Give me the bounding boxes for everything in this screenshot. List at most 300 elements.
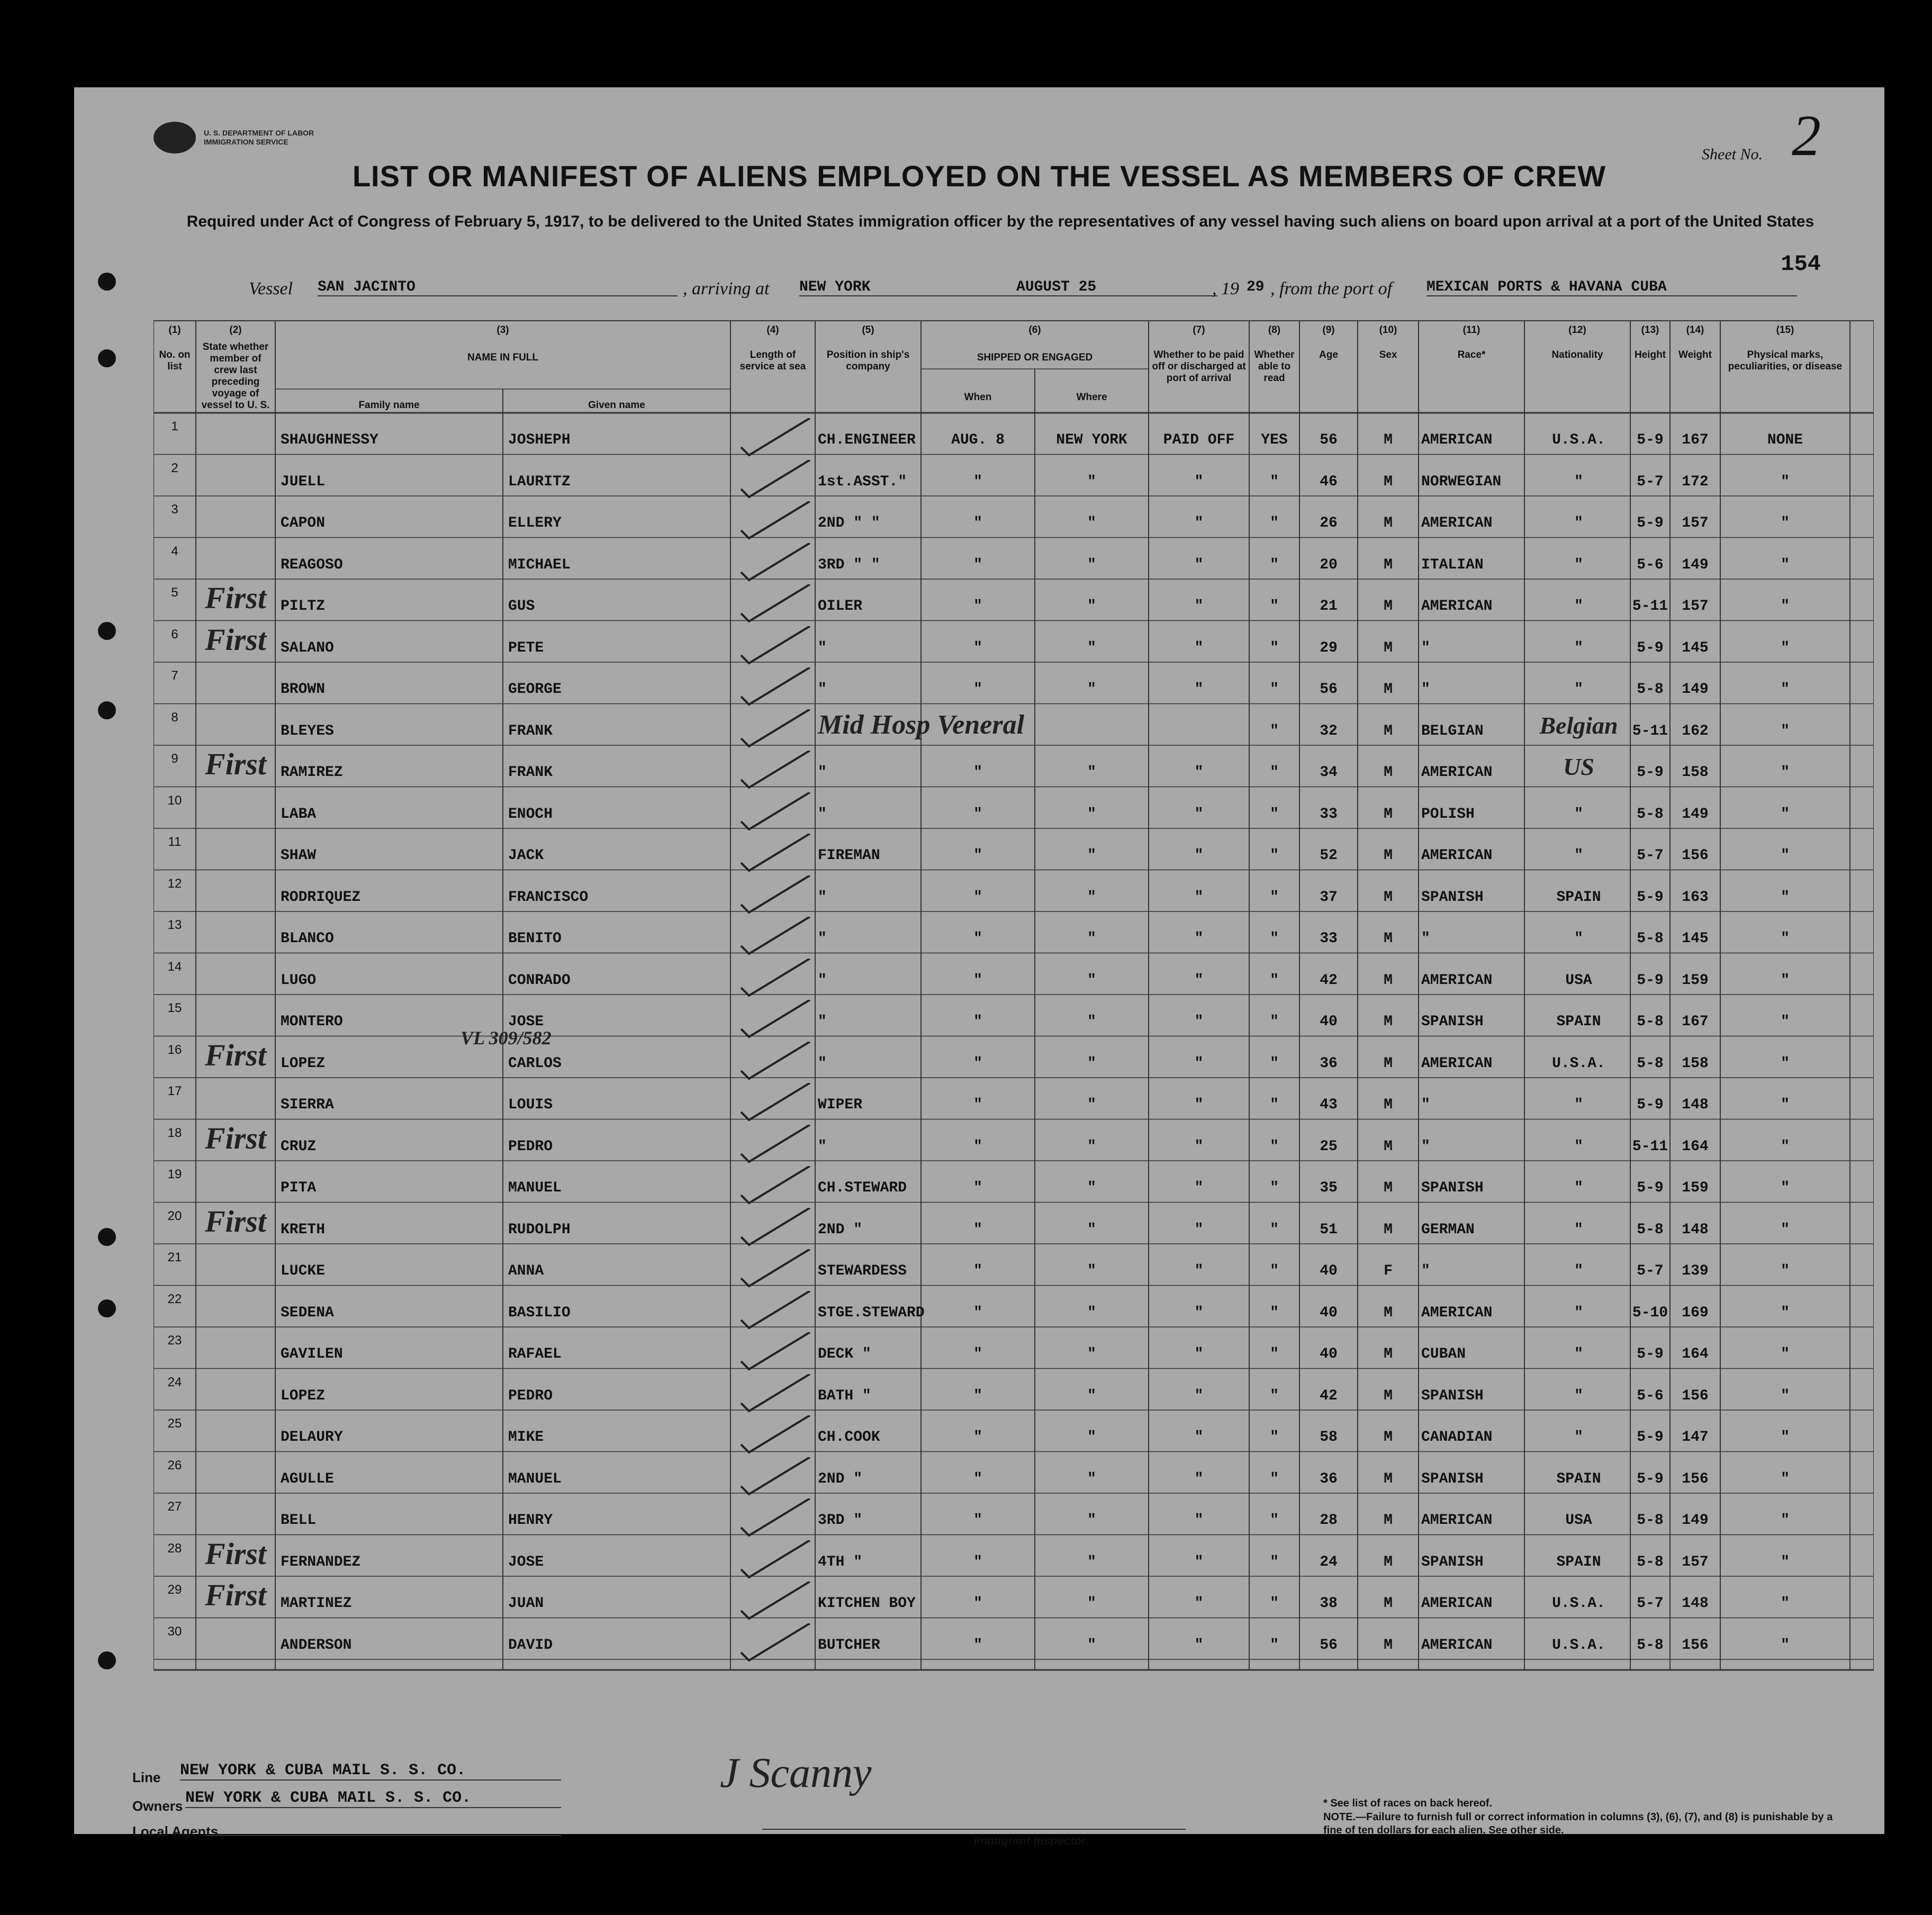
table-row bbox=[154, 1452, 1874, 1494]
cell-weight: 145 bbox=[1682, 639, 1709, 656]
cell-sex: M bbox=[1384, 889, 1393, 906]
cell-when: " bbox=[973, 515, 982, 531]
cell-position: " bbox=[818, 639, 827, 656]
page-subtitle: Required under Act of Congress of February 5, 1917, to be delivered to the United States immigration officer by the representatives of any vessel having such aliens on board upon arrival at a port of the United States bbox=[186, 213, 1814, 230]
cell-position: " bbox=[818, 972, 827, 989]
cell-position: CH.COOK bbox=[818, 1429, 880, 1446]
cell-sex: M bbox=[1384, 1221, 1393, 1238]
cell-read: " bbox=[1270, 1595, 1279, 1612]
cell-prior: First bbox=[204, 1037, 267, 1072]
cell-race: SPANISH bbox=[1421, 889, 1484, 906]
cell-nat: U.S.A. bbox=[1552, 432, 1605, 448]
cell-nat: Belgian bbox=[1539, 711, 1618, 739]
cell-family: PITA bbox=[281, 1180, 317, 1196]
cell-sex: M bbox=[1384, 722, 1393, 739]
cell-marks: " bbox=[1781, 1304, 1790, 1321]
cell-sex: M bbox=[1384, 931, 1393, 947]
cell-where: " bbox=[1087, 1180, 1096, 1196]
cell-paid: " bbox=[1194, 1553, 1204, 1570]
cell-family: FERNANDEZ bbox=[281, 1553, 361, 1570]
cell-paid: " bbox=[1194, 1387, 1204, 1404]
cell-given: PEDRO bbox=[508, 1387, 553, 1404]
cell-family: ANDERSON bbox=[281, 1637, 352, 1654]
cell-where: " bbox=[1087, 1346, 1096, 1362]
cell-paid: " bbox=[1194, 972, 1204, 989]
cell-race: ITALIAN bbox=[1421, 556, 1484, 573]
cell-read: " bbox=[1270, 889, 1279, 906]
cell-when: " bbox=[973, 1014, 982, 1030]
cell-race: AMERICAN bbox=[1421, 1512, 1493, 1529]
cell-given: BENITO bbox=[508, 931, 562, 947]
cell-given: PEDRO bbox=[508, 1138, 553, 1155]
cell-marks: " bbox=[1781, 1014, 1790, 1030]
cell-age: 33 bbox=[1320, 931, 1338, 947]
column-number: (8) bbox=[1268, 324, 1281, 336]
cell-family: KRETH bbox=[281, 1221, 326, 1238]
cell-race: SPANISH bbox=[1421, 1180, 1484, 1196]
cell-read: " bbox=[1270, 1387, 1279, 1404]
column-header-c7: Whether to be paid off or discharged at port of arrival bbox=[1152, 349, 1246, 384]
column-header-c14: Weight bbox=[1678, 349, 1712, 360]
from-port: MEXICAN PORTS & HAVANA CUBA bbox=[1427, 279, 1797, 296]
cell-read: YES bbox=[1261, 432, 1288, 448]
cell-paid: " bbox=[1194, 598, 1204, 615]
cell-nat: " bbox=[1574, 1263, 1583, 1279]
cell-nat: SPAIN bbox=[1556, 889, 1601, 906]
cell-family: LOPEZ bbox=[281, 1055, 326, 1072]
cell-position: " bbox=[818, 1014, 827, 1030]
table-row bbox=[154, 1327, 1874, 1369]
cell-prior: First bbox=[204, 581, 267, 615]
page-title: LIST OR MANIFEST OF ALIENS EMPLOYED ON THE VESSEL AS MEMBERS OF CREW bbox=[352, 159, 1606, 193]
cell-when: " bbox=[973, 1512, 982, 1529]
cell-family: GAVILEN bbox=[281, 1346, 343, 1362]
cell-where: " bbox=[1087, 972, 1096, 989]
cell-age: 26 bbox=[1320, 515, 1338, 531]
binder-hole-icon bbox=[98, 1228, 116, 1246]
cell-marks: " bbox=[1781, 1387, 1790, 1404]
cell-where: " bbox=[1087, 1553, 1096, 1570]
cell-marks: " bbox=[1781, 1637, 1790, 1654]
cell-family: BLEYES bbox=[281, 722, 334, 739]
cell-read: " bbox=[1270, 473, 1279, 490]
column-header-c6: SHIPPED OR ENGAGED bbox=[977, 352, 1093, 363]
cell-position: " bbox=[818, 1138, 827, 1155]
cell-marks: " bbox=[1781, 722, 1790, 739]
cell-read: " bbox=[1270, 764, 1279, 781]
cell-no: 21 bbox=[167, 1250, 182, 1264]
cell-where: " bbox=[1087, 1014, 1096, 1030]
cell-weight: 145 bbox=[1682, 931, 1709, 947]
column-number: (12) bbox=[1568, 324, 1586, 336]
cell-family: BROWN bbox=[281, 681, 326, 698]
cell-marks: " bbox=[1781, 1595, 1790, 1612]
cell-no: 8 bbox=[171, 710, 178, 725]
cell-where: NEW YORK bbox=[1056, 432, 1127, 448]
cell-paid: " bbox=[1194, 556, 1204, 573]
cell-position: 2ND " bbox=[818, 1470, 863, 1487]
cell-where: " bbox=[1087, 1304, 1096, 1321]
cell-marks: " bbox=[1781, 764, 1790, 781]
line-value: NEW YORK & CUBA MAIL S. S. CO. bbox=[180, 1762, 561, 1781]
cell-where: " bbox=[1087, 764, 1096, 781]
cell-weight: 157 bbox=[1682, 515, 1709, 531]
table-row bbox=[154, 1535, 1874, 1577]
cell-where: " bbox=[1087, 556, 1096, 573]
cell-height: 5-9 bbox=[1637, 515, 1664, 531]
cell-read: " bbox=[1270, 1346, 1279, 1362]
cell-given: FRANK bbox=[508, 722, 553, 739]
cell-prior: First bbox=[204, 622, 267, 657]
cell-paid: " bbox=[1194, 1014, 1204, 1030]
table-row bbox=[154, 1618, 1874, 1660]
cell-paid: " bbox=[1194, 1512, 1204, 1529]
table-row bbox=[154, 1078, 1874, 1119]
cell-sex: M bbox=[1384, 1512, 1393, 1529]
column-header-c2: State whether member of crew last preceding voyage of vessel to U. S. bbox=[201, 341, 270, 411]
cell-race: " bbox=[1421, 681, 1430, 698]
column-number: (13) bbox=[1641, 324, 1659, 336]
cell-age: 36 bbox=[1320, 1470, 1338, 1487]
cell-marks: " bbox=[1781, 847, 1790, 864]
cell-when: " bbox=[973, 931, 982, 947]
cell-read: " bbox=[1270, 1138, 1279, 1155]
cell-nat: " bbox=[1574, 1221, 1583, 1238]
cell-age: 34 bbox=[1320, 764, 1338, 781]
column-number: (1) bbox=[168, 324, 181, 336]
cell-height: 5-9 bbox=[1637, 972, 1664, 989]
table-row bbox=[154, 745, 1874, 787]
table-row bbox=[154, 1369, 1874, 1411]
cell-height: 5-9 bbox=[1637, 1097, 1664, 1113]
cell-no: 2 bbox=[171, 460, 178, 475]
cell-family: SHAUGHNESSY bbox=[281, 432, 378, 448]
cell-age: 38 bbox=[1320, 1595, 1338, 1612]
cell-nat: " bbox=[1574, 1304, 1583, 1321]
cell-weight: 148 bbox=[1682, 1221, 1709, 1238]
cell-sex: M bbox=[1384, 1055, 1393, 1072]
cell-family: LABA bbox=[281, 806, 317, 823]
cell-position: CH.STEWARD bbox=[818, 1180, 907, 1196]
cell-marks: " bbox=[1781, 806, 1790, 823]
cell-age: 46 bbox=[1320, 473, 1338, 490]
cell-family: BLANCO bbox=[281, 931, 334, 947]
cell-weight: 148 bbox=[1682, 1595, 1709, 1612]
cell-no: 28 bbox=[167, 1541, 182, 1556]
cell-age: 21 bbox=[1320, 598, 1338, 615]
column-header-c5: Position in ship's company bbox=[826, 349, 910, 372]
cell-where: " bbox=[1087, 1595, 1096, 1612]
vessel-name: SAN JACINTO bbox=[318, 279, 678, 296]
cell-given: ELLERY bbox=[508, 515, 562, 531]
cell-nat: " bbox=[1574, 598, 1583, 615]
table-row bbox=[154, 579, 1874, 621]
cell-paid: " bbox=[1194, 639, 1204, 656]
cell-marks: " bbox=[1781, 972, 1790, 989]
cell-age: 37 bbox=[1320, 889, 1338, 906]
cell-position: OILER bbox=[818, 598, 863, 615]
cell-sex: M bbox=[1384, 972, 1393, 989]
vl-annotation: VL 309/582 bbox=[461, 1027, 552, 1049]
cell-height: 5-8 bbox=[1637, 1014, 1664, 1030]
cell-paid: " bbox=[1194, 1180, 1204, 1196]
cell-given: ENOCH bbox=[508, 806, 553, 823]
cell-weight: 158 bbox=[1682, 764, 1709, 781]
cell-race: AMERICAN bbox=[1421, 1304, 1493, 1321]
cell-where: " bbox=[1087, 889, 1096, 906]
cell-no: 1 bbox=[171, 419, 178, 433]
cell-age: 35 bbox=[1320, 1180, 1338, 1196]
cell-no: 13 bbox=[167, 918, 182, 932]
cell-family: PILTZ bbox=[281, 598, 326, 615]
cell-position: BUTCHER bbox=[818, 1637, 880, 1654]
binder-hole-icon bbox=[98, 1299, 116, 1317]
cell-age: 42 bbox=[1320, 1387, 1338, 1404]
cell-race: " bbox=[1421, 1263, 1430, 1279]
page-number: 154 bbox=[1781, 251, 1821, 277]
table-row bbox=[154, 538, 1874, 580]
cell-when: " bbox=[973, 1346, 982, 1362]
binder-hole-icon bbox=[98, 273, 116, 291]
cell-position: FIREMAN bbox=[818, 847, 880, 864]
cell-position: " bbox=[818, 889, 827, 906]
cell-family: CRUZ bbox=[281, 1138, 317, 1155]
cell-marks: " bbox=[1781, 473, 1790, 490]
cell-where: " bbox=[1087, 1470, 1096, 1487]
cell-given: GUS bbox=[508, 598, 535, 615]
arriving-port: NEW YORK bbox=[799, 279, 1064, 296]
cell-given: ANNA bbox=[508, 1263, 544, 1279]
department-label: U. S. DEPARTMENT OF LABOR IMMIGRATION SERVICE bbox=[204, 129, 314, 146]
cell-weight: 149 bbox=[1682, 556, 1709, 573]
cell-prior: First bbox=[204, 1578, 267, 1612]
cell-family: CAPON bbox=[281, 515, 326, 531]
cell-height: 5-8 bbox=[1637, 1055, 1664, 1072]
sheet-label: Sheet No. bbox=[1702, 146, 1763, 163]
cell-family: LOPEZ bbox=[281, 1387, 326, 1404]
cell-sex: M bbox=[1384, 1180, 1393, 1196]
cell-sex: M bbox=[1384, 681, 1393, 698]
cell-read: " bbox=[1270, 1263, 1279, 1279]
cell-no: 11 bbox=[168, 835, 182, 849]
column-number: (2) bbox=[229, 324, 242, 336]
cell-height: 5-9 bbox=[1637, 764, 1664, 781]
local-agents-line bbox=[206, 1834, 561, 1836]
cell-sex: M bbox=[1384, 639, 1393, 656]
cell-marks: " bbox=[1781, 598, 1790, 615]
cell-no: 23 bbox=[167, 1333, 182, 1348]
cell-no: 4 bbox=[171, 544, 178, 558]
year-prefix: , 19 bbox=[1212, 279, 1239, 299]
cell-paid: " bbox=[1194, 889, 1204, 906]
cell-no: 3 bbox=[171, 502, 178, 517]
cell-race: SPANISH bbox=[1421, 1014, 1484, 1030]
cell-read: " bbox=[1270, 972, 1279, 989]
column-header-c11: Race* bbox=[1457, 349, 1486, 360]
cell-position: BATH " bbox=[818, 1387, 871, 1404]
cell-weight: 167 bbox=[1682, 432, 1709, 448]
cell-family: LUGO bbox=[281, 972, 317, 989]
cell-weight: 159 bbox=[1682, 1180, 1709, 1196]
cell-when: " bbox=[973, 1097, 982, 1113]
cell-weight: 149 bbox=[1682, 681, 1709, 698]
cell-given: RUDOLPH bbox=[508, 1221, 571, 1238]
cell-marks: " bbox=[1781, 931, 1790, 947]
cell-where: " bbox=[1087, 1221, 1096, 1238]
cell-read: " bbox=[1270, 722, 1279, 739]
cell-no: 5 bbox=[171, 585, 178, 600]
cell-given: MIKE bbox=[508, 1429, 544, 1446]
cell-no: 26 bbox=[167, 1458, 182, 1473]
cell-nat: " bbox=[1574, 847, 1583, 864]
cell-height: 5-8 bbox=[1637, 1221, 1664, 1238]
table-row bbox=[154, 953, 1874, 995]
column-header-c15: Physical marks, peculiarities, or disease bbox=[1728, 349, 1843, 372]
cell-nat: U.S.A. bbox=[1552, 1055, 1605, 1072]
cell-race: NORWEGIAN bbox=[1421, 473, 1502, 490]
column-header-c6a: When bbox=[964, 392, 992, 403]
cell-position: CH.ENGINEER bbox=[818, 432, 916, 448]
cell-paid: " bbox=[1194, 1263, 1204, 1279]
cell-paid: " bbox=[1194, 931, 1204, 947]
cell-sex: M bbox=[1384, 1553, 1393, 1570]
cell-read: " bbox=[1270, 515, 1279, 531]
cell-sex: M bbox=[1384, 764, 1393, 781]
cell-height: 5-8 bbox=[1637, 806, 1664, 823]
cell-given: HENRY bbox=[508, 1512, 553, 1529]
cell-where: " bbox=[1087, 931, 1096, 947]
cell-given: JOSE bbox=[508, 1014, 544, 1030]
cell-weight: 158 bbox=[1682, 1055, 1709, 1072]
arriving-label: , arriving at bbox=[683, 279, 770, 299]
cell-race: AMERICAN bbox=[1421, 1595, 1493, 1612]
cell-family: LUCKE bbox=[281, 1263, 326, 1279]
cell-paid: " bbox=[1194, 1470, 1204, 1487]
cell-race: AMERICAN bbox=[1421, 1637, 1493, 1654]
cell-position: STGE.STEWARD bbox=[818, 1304, 925, 1321]
cell-when: " bbox=[973, 1138, 982, 1155]
cell-age: 40 bbox=[1320, 1263, 1338, 1279]
binder-hole-icon bbox=[98, 622, 116, 640]
cell-marks: " bbox=[1781, 1553, 1790, 1570]
cell-sex: F bbox=[1384, 1263, 1393, 1279]
table-row bbox=[154, 704, 1874, 746]
cell-paid: " bbox=[1194, 1055, 1204, 1072]
cell-paid: " bbox=[1194, 1429, 1204, 1446]
cell-weight: 164 bbox=[1682, 1138, 1709, 1155]
cell-family: SALANO bbox=[281, 639, 334, 656]
column-number: (3) bbox=[496, 324, 509, 336]
cell-race: " bbox=[1421, 639, 1430, 656]
column-header-c13: Height bbox=[1634, 349, 1666, 360]
cell-marks: " bbox=[1781, 1097, 1790, 1113]
cell-where: " bbox=[1087, 847, 1096, 864]
fine-note: NOTE.—Failure to furnish full or correct information in columns (3), (6), (7), and (8) is punishable by a fine of ten dollars for each alien. See other side. bbox=[1323, 1811, 1833, 1836]
cell-position: STEWARDESS bbox=[818, 1263, 907, 1279]
cell-age: 52 bbox=[1320, 847, 1338, 864]
cell-marks: " bbox=[1781, 1346, 1790, 1362]
inspector-signature: J Scanny bbox=[720, 1750, 872, 1796]
cell-marks: " bbox=[1781, 681, 1790, 698]
cell-no: 10 bbox=[167, 793, 182, 808]
cell-position: 4TH " bbox=[818, 1553, 863, 1570]
cell-sex: M bbox=[1384, 432, 1393, 448]
cell-position: " bbox=[818, 931, 827, 947]
cell-sex: M bbox=[1384, 1387, 1393, 1404]
cell-height: 5-10 bbox=[1632, 1304, 1668, 1321]
cell-nat: " bbox=[1574, 806, 1583, 823]
inspector-label: Immigrant Inspector. bbox=[974, 1834, 1089, 1847]
cell-given: JACK bbox=[508, 847, 544, 864]
cell-given: DAVID bbox=[508, 1637, 553, 1654]
cell-when: " bbox=[973, 972, 982, 989]
cell-marks: " bbox=[1781, 1263, 1790, 1279]
column-header-c10: Sex bbox=[1379, 349, 1397, 360]
table-row bbox=[154, 621, 1874, 663]
cell-nat: " bbox=[1574, 931, 1583, 947]
department-seal-icon bbox=[154, 122, 196, 153]
column-number: (4) bbox=[766, 324, 779, 336]
cell-read: " bbox=[1270, 1221, 1279, 1238]
column-number: (11) bbox=[1462, 324, 1480, 336]
cell-no: 24 bbox=[167, 1375, 182, 1389]
cell-sex: M bbox=[1384, 556, 1393, 573]
cell-weight: 163 bbox=[1682, 889, 1709, 906]
cell-race: AMERICAN bbox=[1421, 847, 1493, 864]
column-number: (9) bbox=[1322, 324, 1335, 336]
cell-age: 51 bbox=[1320, 1221, 1338, 1238]
cell-given: JOSE bbox=[508, 1553, 544, 1570]
cell-sex: M bbox=[1384, 1637, 1393, 1654]
crew-table bbox=[154, 320, 1874, 1699]
cell-height: 5-8 bbox=[1637, 1553, 1664, 1570]
cell-sex: M bbox=[1384, 473, 1393, 490]
cell-no: 20 bbox=[167, 1208, 182, 1223]
cell-nat: " bbox=[1574, 639, 1583, 656]
cell-given: LAURITZ bbox=[508, 473, 571, 490]
cell-sex: M bbox=[1384, 1595, 1393, 1612]
cell-given: CONRADO bbox=[508, 972, 571, 989]
cell-when: " bbox=[973, 639, 982, 656]
cell-family: BELL bbox=[281, 1512, 317, 1529]
cell-weight: 172 bbox=[1682, 473, 1709, 490]
cell-age: 40 bbox=[1320, 1014, 1338, 1030]
cell-sex: M bbox=[1384, 1014, 1393, 1030]
cell-height: 5-9 bbox=[1637, 432, 1664, 448]
cell-when: " bbox=[973, 1263, 982, 1279]
cell-age: 33 bbox=[1320, 806, 1338, 823]
cell-height: 5-8 bbox=[1637, 931, 1664, 947]
cell-read: " bbox=[1270, 1055, 1279, 1072]
cell-when: " bbox=[973, 1595, 982, 1612]
cell-family: SEDENA bbox=[281, 1304, 334, 1321]
cell-weight: 149 bbox=[1682, 1512, 1709, 1529]
check-mark-icon bbox=[730, 1623, 815, 1671]
cell-height: 5-11 bbox=[1632, 598, 1668, 615]
cell-weight: 156 bbox=[1682, 847, 1709, 864]
cell-nat: USA bbox=[1565, 972, 1592, 989]
cell-paid: " bbox=[1194, 473, 1204, 490]
cell-height: 5-7 bbox=[1637, 473, 1664, 490]
cell-position: WIPER bbox=[818, 1097, 863, 1113]
table-row bbox=[154, 1286, 1874, 1327]
cell-no: 27 bbox=[167, 1500, 182, 1514]
cell-weight: 149 bbox=[1682, 806, 1709, 823]
cell-weight: 156 bbox=[1682, 1637, 1709, 1654]
cell-when: " bbox=[973, 1221, 982, 1238]
cell-weight: 147 bbox=[1682, 1429, 1709, 1446]
cell-family: DELAURY bbox=[281, 1429, 343, 1446]
